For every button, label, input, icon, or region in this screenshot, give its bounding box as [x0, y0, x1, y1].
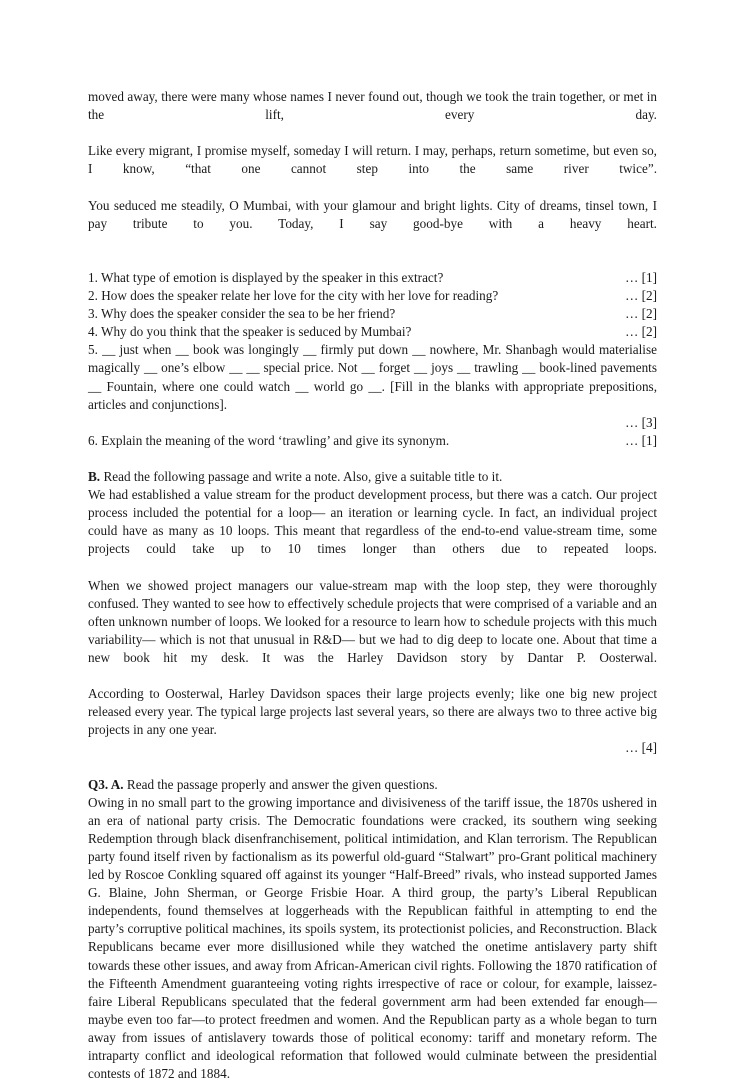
question-three-label: Q3. A. — [88, 776, 124, 792]
question-six-marks: … [1] — [625, 432, 657, 448]
section-b-label: B. — [88, 468, 101, 484]
question-text — [88, 269, 443, 287]
question-three-instruction: Read the passage properly and answer the given questions. — [126, 776, 438, 792]
paragraph: According to Oosterwal, Harley Davidson spaces their large projects evenly; like one big new project released every year. The typical large projects last several years, so there are always two to three active big projects in any one year. — [88, 686, 657, 738]
passage-a-continuation — [88, 88, 657, 251]
section-spacer — [88, 251, 657, 269]
question-body: Why do you think that the speaker is seduced by Mumbai? — [101, 324, 412, 340]
question-marks: … [1] — [625, 269, 657, 285]
section-spacer — [88, 450, 657, 468]
section-spacer — [88, 757, 657, 775]
question-three-heading — [88, 776, 657, 794]
section-b-instruction: Read the following passage and write a note. Also, give a suitable title to it. — [103, 468, 503, 484]
question-body: Why does the speaker consider the sea to be her friend? — [101, 306, 396, 322]
question-row — [88, 323, 657, 341]
question-row — [88, 269, 657, 287]
question-three — [88, 776, 657, 1083]
question-five-marks: … [3] — [625, 414, 657, 430]
paragraph: Like every migrant, I promise myself, someday I will return. I may, perhaps, return sometime, but even so, I know, “that one cannot step into the same river twice”. — [88, 143, 657, 177]
paragraph: When we showed project managers our value-stream map with the loop step, they were thoroughly confused. They wanted to see how to effectively schedule projects that were comprised of a variable and an often unknown number of loops. We looked for a resource to learn how to schedule projects with this much variability— which is not that unusual in R&D— but we had to dig deep to locate one. About that time a new book hit my desk. It was the Harley Davidson story by Dantar P. Oosterwal. — [88, 577, 657, 665]
paragraph: We had established a value stream for the product development process, but there was a catch. Our project process included the potential for a loop— an iteration or learning cycle. In fact, an individual project could have as many as 10 loops. This meant that regardless of the end-to-end value-stream time, some projects could take up to 10 times longer than others due to repeated loops. — [88, 487, 657, 557]
question-text — [88, 287, 498, 305]
question-body: How does the speaker relate her love for the city with her love for reading? — [101, 288, 499, 304]
question-five — [88, 341, 657, 431]
question-number: 3. — [88, 306, 98, 322]
section-b-heading — [88, 468, 657, 486]
question-body: What type of emotion is displayed by the speaker in this extract? — [101, 269, 444, 285]
paragraph: moved away, there were many whose names I never found out, though we took the train together, or met in the lift, every day. — [88, 89, 657, 123]
section-b-marks: … [4] — [625, 740, 657, 756]
question-text — [88, 305, 395, 323]
question-row — [88, 287, 657, 305]
document-body — [88, 88, 657, 1083]
question-three-passage: Owing in no small part to the growing importance and divisiveness of the tariff issue, the 1870s ushered in an era of national party crisis. The Democratic foundations were cracked, its southern wing seeking Redemption through black disenfranchisement, political intimidation, and Klan terrorism. The Republican party found itself riven by factionalism as its powerful old-guard “Stalwart” pro-Grant political machinery led by Roscoe Conkling squared off against its younger “Half-Breed” rivals, who instead supported James G. Blaine, John Sherman, or George Frisbie Hoar. A third group, the party’s Liberal Republican independents, found themselves at loggerheads with the Republican faithful in attempting to end the party’s corruptive political machines, its spoils system, its protectionist policies, and Reconstruction. Black Republicans became ever more disillusioned while they watched the onetime antislavery party shift towards these other issues, and away from African-American civil rights. Following the 1870 ratification of the Fifteenth Amendment guaranteeing voting rights irrespective of race or colour, for example, laissez-faire Liberal Republicans speculated that the federal government arm had been extended far enough—maybe even too far—to protect freedmen and women. And the Republican party as a whole began to turn away from issues of antislavery towards those of political economy: tariff and monetary reform. The intraparty conflict and ideological reformation that followed would culminate between the presidential contests of 1872 and 1884. — [88, 794, 657, 1082]
question-number: 2. — [88, 288, 98, 304]
paragraph: You seduced me steadily, O Mumbai, with your glamour and bright lights. City of dreams, tinsel town, I pay tribute to you. Today, I say good-bye with a heavy heart. — [88, 197, 657, 231]
question-number: 4. — [88, 324, 98, 340]
section-b — [88, 468, 657, 758]
question-number: 1. — [88, 269, 98, 285]
question-list — [88, 269, 657, 341]
question-row — [88, 305, 657, 323]
question-marks: … [2] — [625, 324, 657, 340]
question-text — [88, 323, 411, 341]
question-five-text: 5. __ just when __ book was longingly __ firmly put down __ nowhere, Mr. Shanbagh would materialise magically __ one’s elbow __ __ special price. Not __ forget __ joys __ trawling __ book-lined pavements __ Fountain, where one could watch __ world go __. [Fill in the blanks with appropriate prepositions, articles and conjunctions]. — [88, 342, 657, 412]
question-marks: … [2] — [625, 306, 657, 322]
question-six-text: 6. Explain the meaning of the word ‘trawling’ and give its synonym. — [88, 432, 450, 448]
question-marks: … [2] — [625, 288, 657, 304]
question-six — [88, 432, 657, 450]
